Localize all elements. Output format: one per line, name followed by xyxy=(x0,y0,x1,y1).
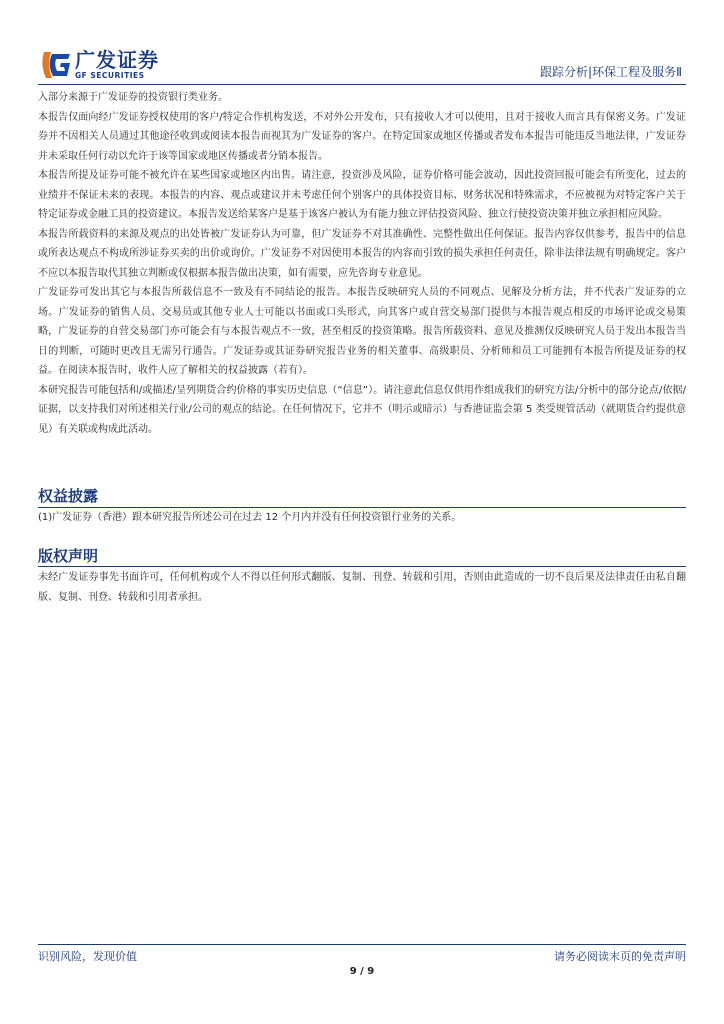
section-divider xyxy=(38,566,686,567)
paragraph-risk: 本报告所提及证券可能不被允许在某些国家或地区内出售。请注意，投资涉及风险，证券价格可能会波动，因此投资回报可能会有所变化，过去的业绩并不保证未来的表现。本报告的内容、观点或建议并未考虑任何个别客户的具体投资目标、财务状况和特殊需求，不应被视为对特定客户关于特定证券或金融工具的投资建议。本报告发送给某客户是基于该客户被认为有能力独立评估投资风险、独立行使投资决策并独立承担相应风险。 xyxy=(38,170,686,220)
footer-divider xyxy=(38,944,686,945)
logo-name-cn: 广发证券 xyxy=(75,48,159,72)
logo xyxy=(38,48,159,82)
disclosure-text: (1)广发证券（香港）跟本研究报告所述公司在过去 12 个月内并没有任何投资银行业务的关系。 xyxy=(38,512,462,523)
copyright-body xyxy=(38,568,686,607)
footer-slogan: 识别风险，发现价值 xyxy=(38,950,137,963)
paragraph-sources: 本报告所载资料的来源及观点的出处皆被广发证券认为可靠，但广发证券不对其准确性、完整性做出任何保证。报告内容仅供参考，报告中的信息或所表达观点不构成所涉证券买卖的出价或询价。广发证券不对因使用本报告的内容而引致的损失承担任何责任，除非法律法规有明确规定。客户不应以本报告取代其独立判断或仅根据本报告做出决策，如有需要，应先咨询专业意见。 xyxy=(38,228,686,279)
disclosure-body xyxy=(38,508,686,528)
page-number: 9 / 9 xyxy=(349,966,375,977)
copyright-text: 未经广发证券事先书面许可，任何机构或个人不得以任何形式翻版、复制、刊登、转载和引用，否则由此造成的一切不良后果及法律责任由私自翻版、复制、刊登、转载和引用者承担。 xyxy=(38,572,686,603)
paragraph-views: 广发证券可发出其它与本报告所载信息不一致及有不同结论的报告。本报告反映研究人员的不同观点、见解及分析方法，并不代表广发证券的立场。广发证券的销售人员、交易员或其他专业人士可能以书面或口头形式，向其客户或自营交易部门提供与本报告观点相反的市场评论或交易策略，广发证券的自营交易部门亦可能会有与本报告观点不一致，甚至相反的投资策略。报告所载资料、意见及推测仅反映研究人员于发出本报告当日的判断，可随时更改且无需另行通告。广发证券或其证券研究报告业务的相关董事、高级职员、分析师和员工可能拥有本报告所提及证券的权益。在阅读本报告时，收件人应了解相关的权益披露（若有）。 xyxy=(38,287,686,376)
section-title-copyright: 版权声明 xyxy=(38,547,99,565)
paragraph-futures: 本研究报告可能包括和/或描述/呈列期货合约价格的事实历史信息（“信息”）。请注意此信息仅供用作组成我们的研究方法/分析中的部分论点/依据/证据，以支持我们对所述相关行业/公司的观点的结论。在任何情况下，它并不（明示或暗示）与香港证监会第 5 类受规管活动（就期货合约提供意见）有关联或构成此活动。 xyxy=(38,384,686,435)
paragraph-intro: 入部分来源于广发证券的投资银行类业务。 xyxy=(38,92,228,103)
logo-name-en: GF SECURITIES xyxy=(75,71,145,80)
gf-logo-icon xyxy=(38,48,72,82)
paragraph-distribution: 本报告仅面向经广发证券授权使用的客户/特定合作机构发送，不对外公开发布，只有接收人才可以使用，且对于接收人而言具有保密义务。广发证券并不因相关人员通过其他途径收到或阅读本报告而视其为广发证券的客户。在特定国家或地区传播或者发布本报告可能违反当地法律，广发证券并未采取任何行动以允许于该等国家或地区传播或者分销本报告。 xyxy=(38,111,686,162)
breadcrumb: 跟踪分析|环保工程及服务Ⅱ xyxy=(540,65,682,79)
section-title-disclosure: 权益披露 xyxy=(38,487,99,505)
disclaimer-body xyxy=(38,88,686,439)
logo-text xyxy=(75,50,159,80)
footer-disclaimer-note: 请务必阅读末页的免责声明 xyxy=(554,950,686,963)
page-header xyxy=(38,48,686,85)
